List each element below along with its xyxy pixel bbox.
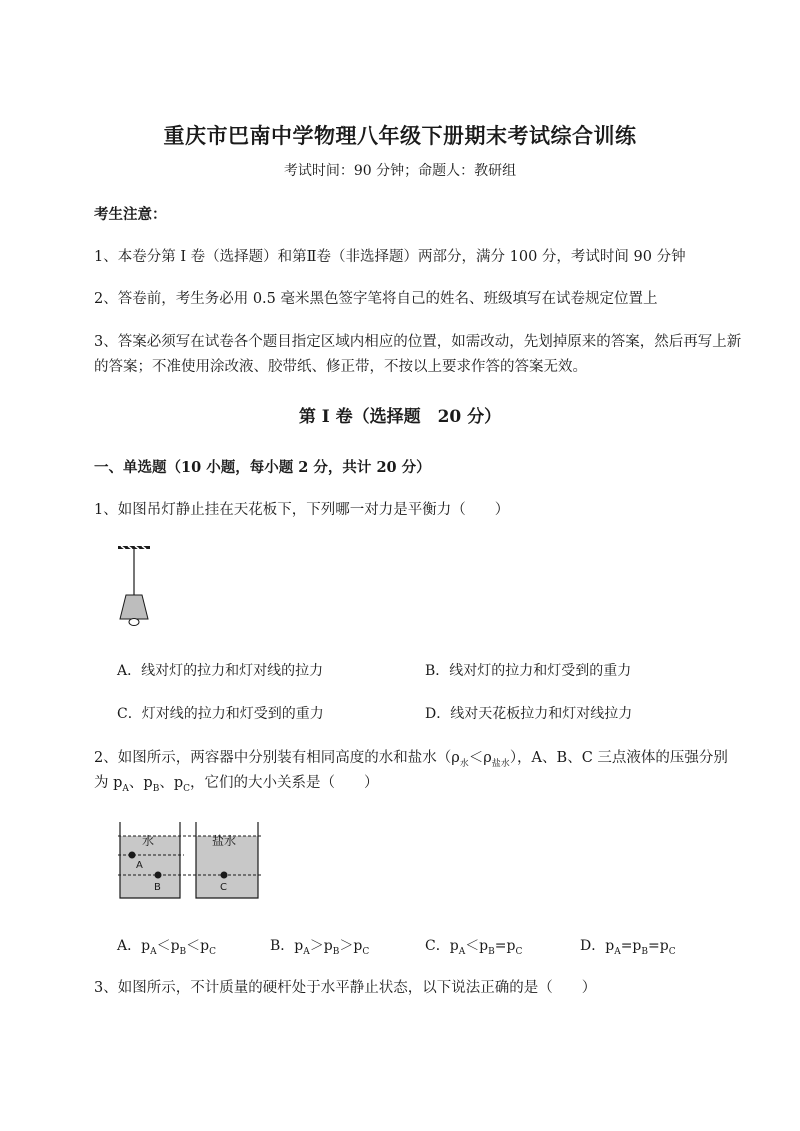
section-title: 第 I 卷（选择题 20 分） (298, 407, 502, 427)
page-title: 重庆市巴南中学物理八年级下册期末考试综合训练 (163, 123, 637, 148)
saltwater-label: 盐水 (212, 834, 237, 848)
point-c-label: C (220, 882, 227, 893)
question-2-option-c: C．$p_A<p_B=p_C$ (425, 938, 523, 957)
notice-item-2: 2、答卷前，考生务必用 0.5 毫米黑色签字笔将自己的姓名、班级填写在试卷规定位置上 (94, 291, 658, 307)
question-1-option-c: C．灯对线的拉力和灯受到的重力 (117, 706, 324, 722)
question-1-option-a: A．线对灯的拉力和灯对线的拉力 (117, 663, 324, 679)
question-2-option-b: B．$p_A>p_B>p_C$ (270, 938, 370, 957)
question-3-stem: 3、如图所示，不计质量的硬杆处于水平静止状态，以下说法正确的是（ ） (94, 980, 597, 996)
notice-item-1: 1、本卷分第 I 卷（选择题）和第Ⅱ卷（非选择题）两部分，满分 100 分，考试时间 90 分钟 (94, 249, 686, 265)
notice-item-3-cont: 的答案；不准使用涂改液、胶带纸、修正带，不按以上要求作答的答案无效。 (94, 359, 587, 375)
question-2-stem-line-2: 为 $p_A$、$p_B$、$p_C$，它们的大小关系是（ ） (94, 775, 379, 794)
water-label: 水 (142, 834, 155, 848)
hanging-lamp-figure (112, 543, 162, 633)
question-2-option-a: A．$p_A<p_B<p_C$ (117, 938, 217, 957)
question-1-option-d: D．线对天花板拉力和灯对线拉力 (425, 706, 633, 722)
notice-heading: 考生注意： (94, 206, 167, 223)
point-a-label: A (136, 860, 143, 871)
containers-figure (118, 820, 263, 902)
notice-item-3: 3、答案必须写在试卷各个题目指定区域内相应的位置，如需改动，先划掉原来的答案，然后再写上新 (94, 334, 742, 350)
question-2-option-d: D．$p_A=p_B=p_C$ (580, 938, 676, 957)
question-1-option-b: B．线对灯的拉力和灯受到的重力 (425, 663, 632, 679)
exam-info: 考试时间：90 分钟；命题人：教研组 (283, 163, 517, 179)
question-1-stem: 1、如图吊灯静止挂在天花板下，下列哪一对力是平衡力（ ） (94, 502, 510, 518)
question-2-stem-line-1: 2、如图所示，两容器中分别装有相同高度的水和盐水$(\rho_水<\rho_{盐水})$，A、B、C 三点液体的压强分别 (94, 750, 728, 769)
point-b-label: B (154, 882, 161, 893)
part-heading: 一、单选题（10 小题，每小题 2 分，共计 20 分） (94, 459, 431, 476)
